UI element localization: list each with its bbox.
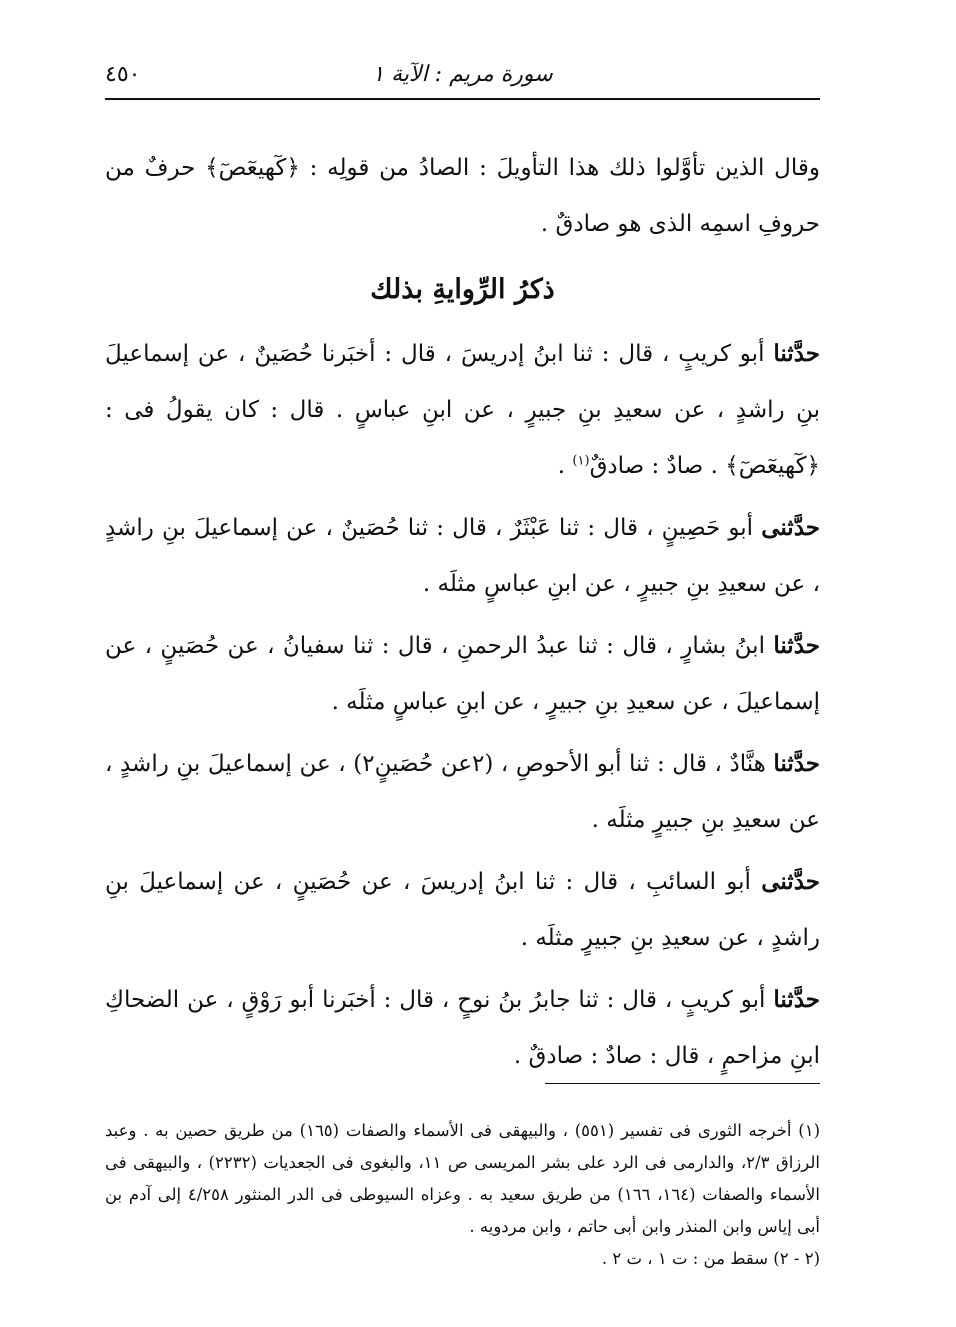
footnote-2: (٢ - ٢) سقط من : ت ١ ، ت ٢ .: [601, 1249, 820, 1268]
running-title: سورة مريم : الآية ١: [372, 62, 553, 87]
footnotes: [105, 1115, 820, 1275]
narration-paragraph: [105, 854, 820, 966]
page-header: [105, 58, 820, 100]
narration-text: هنَّادٌ ، قال : ثنا أبو الأحوصِ ، (٢عن حُصَينٍ٢) ، عن إسماعيلَ بنِ راشدٍ ، عن سعيدِ بنِ جبيرٍ مثلَه .: [105, 751, 820, 833]
narration-paragraph: [105, 326, 820, 494]
narration-text: ابنُ بشارٍ ، قال : ثنا عبدُ الرحمنِ ، قال : ثنا سفيانُ ، عن حُصَينٍ ، عن إسماعيلَ ، عن سعيدِ بنِ جبيرٍ ، عن ابنِ عباسٍ مثلَه .: [105, 633, 820, 715]
section-heading: ذكرُ الرِّوايةِ بذلك: [370, 274, 555, 305]
footnote-separator: [545, 1083, 820, 1084]
footnote-marker[interactable]: (١): [572, 453, 590, 469]
narration-text: أبو كريبٍ ، قال : ثنا جابرُ بنُ نوحٍ ، قال : أخبَرنا أبو رَوْقٍ ، عن الضحاكِ ابنِ مزاحمٍ ، قال : صادٌ : صادقٌ .: [105, 987, 820, 1069]
page-number: ٤٥٠: [105, 62, 141, 87]
intro-paragraph: وقال الذين تأوَّلوا ذلك هذا التأويلَ : الصادُ من قولِه : ﴿كٓهيعٓصٓ﴾ حرفٌ من حروفِ اسمِه الذى هو صادقٌ .: [105, 155, 820, 237]
narration-text: أبو السائبِ ، قال : ثنا ابنُ إدريسَ ، عن حُصَينٍ ، عن إسماعيلَ بنِ راشدٍ ، عن سعيدِ بنِ جبيرٍ مثلَه .: [105, 869, 820, 951]
footnote-1: (١) أخرجه الثورى فى تفسير (٥٥١) ، والبيهقى فى الأسماء والصفات (١٦٥) من طريق حصين به . وعبد الرزاق ٢/٣، والدارمى فى الرد على بشر المريسى ص ١١، والبغوى فى الجعديات (٢٢٣٢) ، والبيهقى فى الأسماء والصفات (١٦٤، ١٦٦) من طريق سعيد به . وعزاه السيوطى فى الدر المنثور ٤/٢٥٨ إلى آدم بن أبى إياس وابن المنذر وابن أبى حاتم ، وابن مردويه .: [105, 1121, 820, 1236]
narration-end: .: [557, 453, 573, 479]
narration-lead: حدَّثنا: [773, 632, 820, 659]
narration-lead: حدَّثنا: [773, 750, 821, 777]
narration-paragraph: [105, 736, 820, 848]
narration-paragraph: [105, 972, 820, 1084]
narration-lead: حدَّثنى: [761, 514, 820, 541]
narration-paragraph: [105, 500, 820, 612]
narration-lead: حدَّثنا: [773, 986, 820, 1013]
narration-text: أبو حَصِينٍ ، قال : ثنا عَبْثَرٌ ، قال : ثنا حُصَينٌ ، عن إسماعيلَ بنِ راشدٍ ، عن سعيدِ بنِ جبيرٍ ، عن ابنِ عباسٍ مثلَه .: [105, 515, 820, 597]
narration-text: أبو كريبٍ ، قال : ثنا ابنُ إدريسَ ، قال : أخبَرنا حُصَينٌ ، عن إسماعيلَ بنِ راشدٍ ، عن سعيدِ بنِ جبيرٍ ، عن ابنِ عباسٍ . قال : كان يقولُ فى : ﴿كٓهيعٓصٓ﴾ . صادٌ : صادقٌ: [105, 341, 821, 479]
narration-paragraph: [105, 618, 820, 730]
narration-lead: حدَّثنى: [761, 868, 820, 895]
narration-lead: حدَّثنا: [773, 340, 820, 367]
main-text: [105, 140, 820, 1090]
